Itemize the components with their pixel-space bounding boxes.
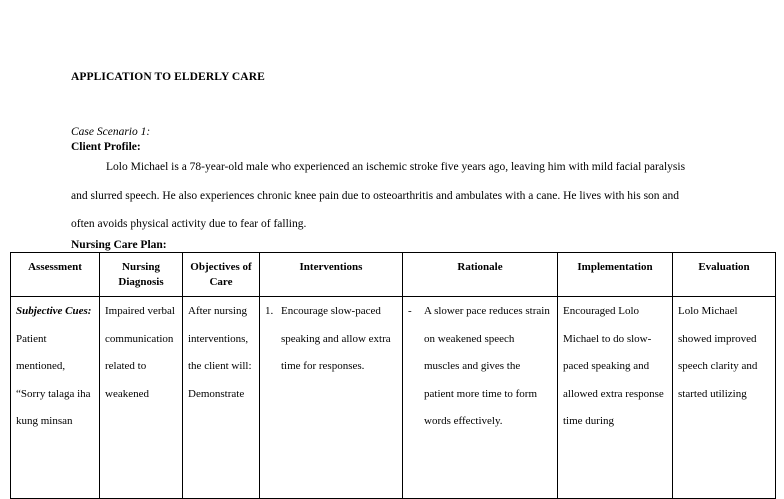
header-assessment: Assessment [11, 253, 100, 297]
header-implementation: Implementation [558, 253, 673, 297]
client-profile-paragraph [71, 153, 711, 239]
document-title: APPLICATION TO ELDERLY CARE [71, 71, 265, 83]
cell-nursing-diagnosis [100, 297, 183, 499]
rationale-text: A slower pace reduces strain on weakened speech muscles and gives the patient more time to form words effectively. [424, 305, 550, 427]
header-evaluation: Evaluation [673, 253, 776, 297]
client-profile-line-1: Lolo Michael is a 78-year-old male who experienced an ischemic stroke five years ago, leaving him with mild facial paralysis [106, 161, 686, 173]
implementation-text: Encouraged Lolo Michael to do slow-paced speaking and allowed extra response time during [563, 305, 664, 427]
header-nursing-diagnosis: Nursing Diagnosis [100, 253, 183, 297]
cell-objectives [183, 297, 260, 499]
client-profile-label: Client Profile: [71, 141, 141, 153]
nursing-diagnosis-text: Impaired verbal communication related to weakened [105, 305, 175, 400]
table-header-row [11, 253, 776, 297]
table-row [11, 297, 776, 499]
rationale-bullet: - [408, 305, 412, 317]
evaluation-text: Lolo Michael showed improved speech clarity and started utilizing [678, 305, 758, 400]
rationale-item [408, 298, 552, 436]
cell-assessment [11, 297, 100, 499]
header-interventions: Interventions [260, 253, 403, 297]
cell-interventions [260, 297, 403, 499]
subjective-cues-label: Subjective Cues: [16, 305, 92, 317]
intervention-text: Encourage slow-paced speaking and allow extra time for responses. [281, 305, 391, 372]
client-profile-line-3: often avoids physical activity due to fear of falling. [71, 218, 307, 230]
objectives-text: After nursing interventions, the client will: Demonstrate [188, 305, 252, 400]
assessment-text: Patient mentioned, “Sorry talaga iha kung minsan [16, 332, 91, 427]
intervention-item [265, 298, 397, 381]
cell-rationale [403, 297, 558, 499]
case-scenario-heading: Case Scenario 1: [71, 126, 151, 138]
cell-implementation [558, 297, 673, 499]
nursing-care-plan-label: Nursing Care Plan: [71, 239, 167, 251]
header-objectives: Objectives of Care [183, 253, 260, 297]
header-rationale: Rationale [403, 253, 558, 297]
nursing-care-plan-table [10, 252, 776, 499]
intervention-number: 1. [265, 305, 274, 317]
client-profile-line-2: and slurred speech. He also experiences chronic knee pain due to osteoarthritis and ambulates with a cane. He lives with his son and [71, 189, 680, 202]
cell-evaluation [673, 297, 776, 499]
